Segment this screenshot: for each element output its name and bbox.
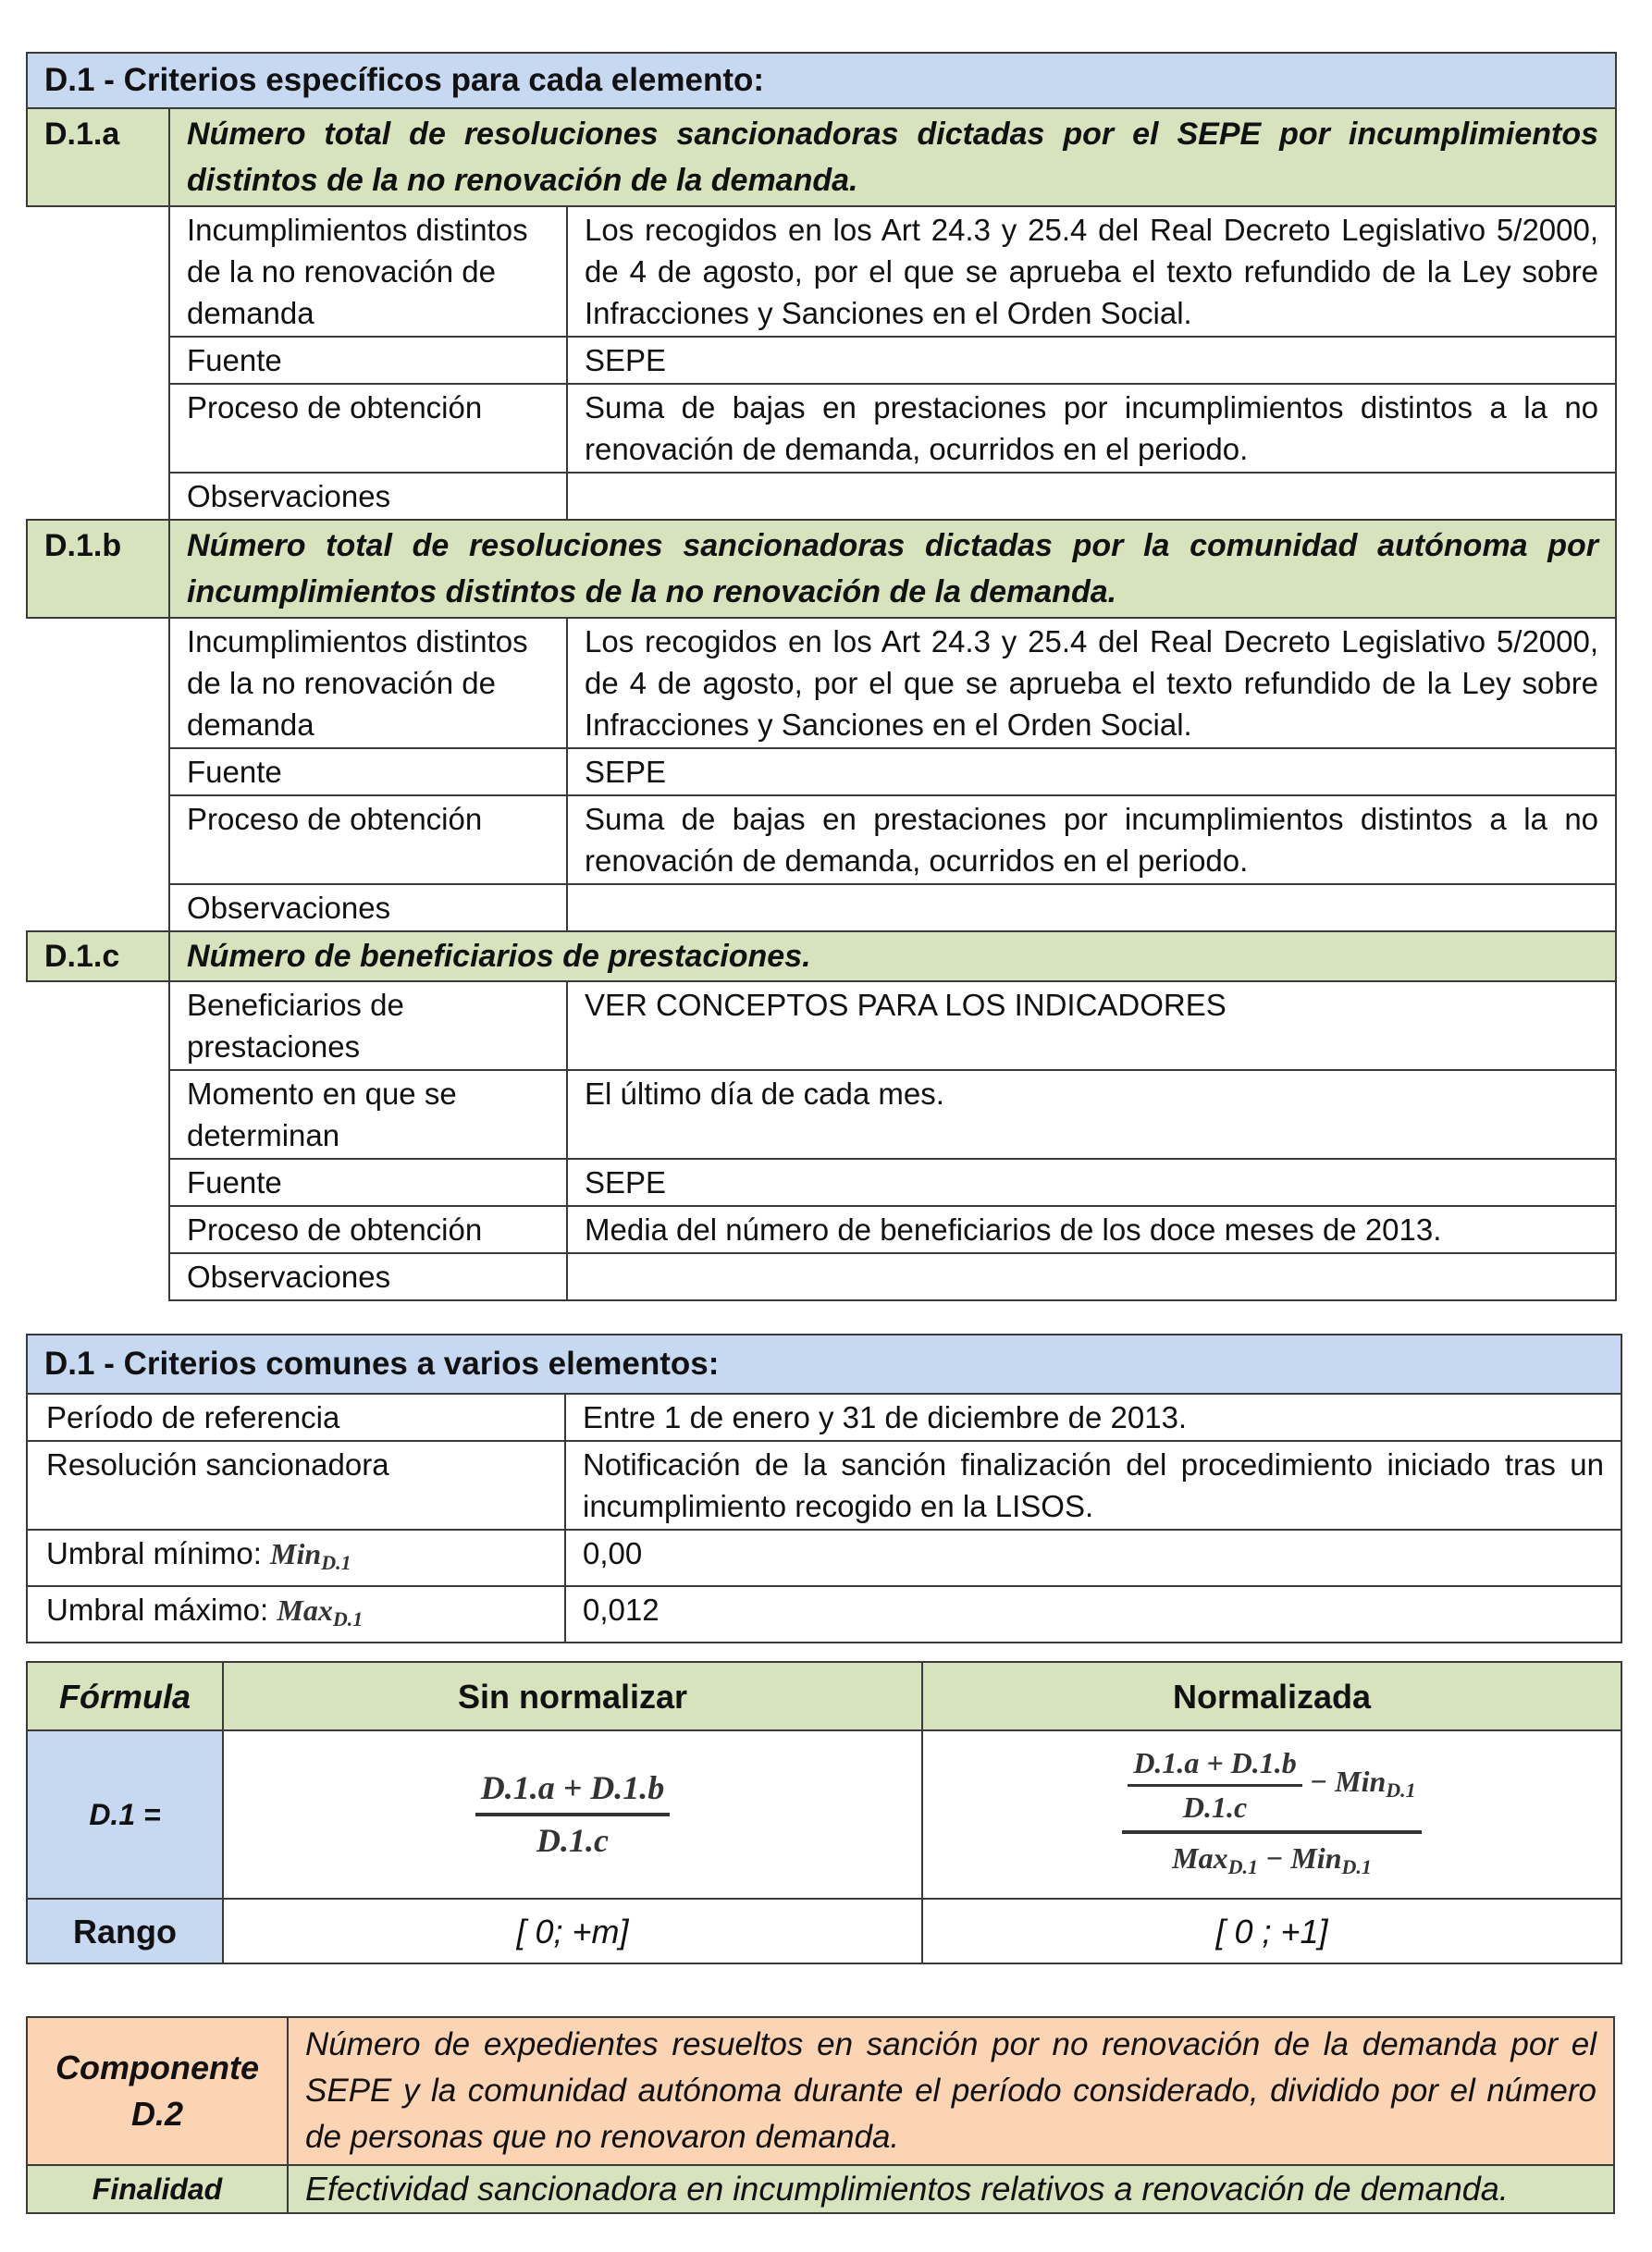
finalidad-value: Efectividad sancionadora en incumplimientos relativos a renovación de demanda. [288, 2165, 1614, 2213]
component-table [26, 2016, 1615, 2214]
norm-minus-min: − Min$_{D.1}$ [1309, 1765, 1416, 1803]
criterion-label: Incumplimientos distintos de la no renovación de demanda [169, 206, 567, 337]
component-label-line2: D.2 [130, 2095, 184, 2133]
common-value: Entre 1 de enero y 31 de diciembre de 2013. [565, 1394, 1621, 1441]
criterion-label: Beneficiarios de prestaciones [169, 981, 567, 1070]
criterion-value: Suma de bajas en prestaciones por incumplimientos distintos a la no renovación de demanda, ocurridos en el periodo. [567, 795, 1616, 884]
element-heading-d1a: Número total de resoluciones sancionadoras dictadas por el SEPE por incumplimientos distintos de la no renovación de la demanda. [169, 108, 1616, 206]
range-raw: [ 0; +m] [223, 1899, 922, 1963]
criterion-label: Proceso de obtención [169, 1206, 567, 1253]
normalized-formula [922, 1730, 1621, 1899]
criterion-value: VER CONCEPTOS PARA LOS INDICADORES [567, 981, 1616, 1070]
common-value: Notificación de la sanción finalización del procedimiento iniciado tras un incumplimiento recogido en la LISOS. [565, 1441, 1621, 1530]
criterion-value: Los recogidos en los Art 24.3 y 25.4 del Real Decreto Legislativo 5/2000, de 4 de agosto, por el que se aprueba el texto refundido de la Ley sobre Infracciones y Sanciones en el Orden Social. [567, 206, 1616, 337]
threshold-min-cell [27, 1530, 565, 1586]
raw-header: Sin normalizar [223, 1662, 922, 1730]
criterion-value [567, 473, 1616, 520]
criterion-label: Momento en que se determinan [169, 1070, 567, 1159]
finalidad-label: Finalidad [27, 2165, 288, 2213]
component-label [27, 2017, 288, 2165]
threshold-max-label: Umbral máximo: [46, 1593, 269, 1627]
element-code-d1a: D.1.a [27, 108, 169, 206]
common-label: Período de referencia [27, 1394, 565, 1441]
common-criteria-title: D.1 - Criterios comunes a varios elementos: [27, 1335, 1621, 1394]
norm-inner-denominator: D.1.c [1128, 1784, 1301, 1828]
component-description: Número de expedientes resueltos en sanción por no renovación de la demanda por el SEPE y la comunidad autónoma durante el período considerado, dividido por el número de personas que no renovaron demanda. [288, 2017, 1614, 2165]
criterion-value: El último día de cada mes. [567, 1070, 1616, 1159]
formula-row-label: D.1 = [27, 1730, 223, 1899]
specific-criteria-table [26, 52, 1617, 1301]
normalized-header: Normalizada [922, 1662, 1621, 1730]
criterion-label: Fuente [169, 748, 567, 795]
criterion-value [567, 884, 1616, 931]
threshold-max-cell [27, 1586, 565, 1643]
criterion-value: Media del número de beneficiarios de los doce meses de 2013. [567, 1206, 1616, 1253]
raw-denominator: D.1.c [475, 1813, 671, 1862]
criterion-label: Fuente [169, 1159, 567, 1206]
common-label: Resolución sancionadora [27, 1441, 565, 1530]
threshold-min-label: Umbral mínimo: [46, 1536, 262, 1570]
common-criteria-table [26, 1334, 1622, 1643]
criterion-value: SEPE [567, 337, 1616, 384]
criterion-value [567, 1253, 1616, 1300]
raw-formula [223, 1730, 922, 1899]
criterion-label: Proceso de obtención [169, 795, 567, 884]
norm-denominator: Max$_{D.1}$ − Min$_{D.1}$ [1122, 1830, 1421, 1888]
criterion-value: SEPE [567, 1159, 1616, 1206]
common-value: 0,00 [565, 1530, 1621, 1586]
element-heading-d1b: Número total de resoluciones sancionadoras dictadas por la comunidad autónoma por incumplimientos distintos de la no renovación de la demanda. [169, 520, 1616, 618]
element-code-d1b: D.1.b [27, 520, 169, 618]
specific-criteria-title: D.1 - Criterios específicos para cada elemento: [27, 53, 1616, 108]
element-heading-d1c: Número de beneficiarios de prestaciones. [169, 931, 1616, 981]
element-code-d1c: D.1.c [27, 931, 169, 981]
criterion-label: Observaciones [169, 473, 567, 520]
criterion-label: Observaciones [169, 884, 567, 931]
raw-numerator: D.1.a + D.1.b [480, 1769, 665, 1806]
criterion-value: Suma de bajas en prestaciones por incumplimientos distintos a la no renovación de demanda, ocurridos en el periodo. [567, 384, 1616, 473]
criterion-label: Incumplimientos distintos de la no renovación de demanda [169, 618, 567, 748]
norm-inner-numerator: D.1.a + D.1.b [1133, 1745, 1297, 1779]
common-value: 0,012 [565, 1586, 1621, 1643]
criterion-label: Fuente [169, 337, 567, 384]
formula-table [26, 1661, 1622, 1964]
min-symbol: Min$_{D.1}$ [270, 1537, 351, 1574]
criterion-label: Proceso de obtención [169, 384, 567, 473]
component-label-line1: Componente [55, 2049, 259, 2086]
range-label: Rango [27, 1899, 223, 1963]
criterion-label: Observaciones [169, 1253, 567, 1300]
criterion-value: SEPE [567, 748, 1616, 795]
range-normalized: [ 0 ; +1] [922, 1899, 1621, 1963]
criterion-value: Los recogidos en los Art 24.3 y 25.4 del Real Decreto Legislativo 5/2000, de 4 de agosto, por el que se aprueba el texto refundido de la Ley sobre Infracciones y Sanciones en el Orden Social. [567, 618, 1616, 748]
max-symbol: Max$_{D.1}$ [277, 1594, 364, 1631]
formula-header: Fórmula [27, 1662, 223, 1730]
